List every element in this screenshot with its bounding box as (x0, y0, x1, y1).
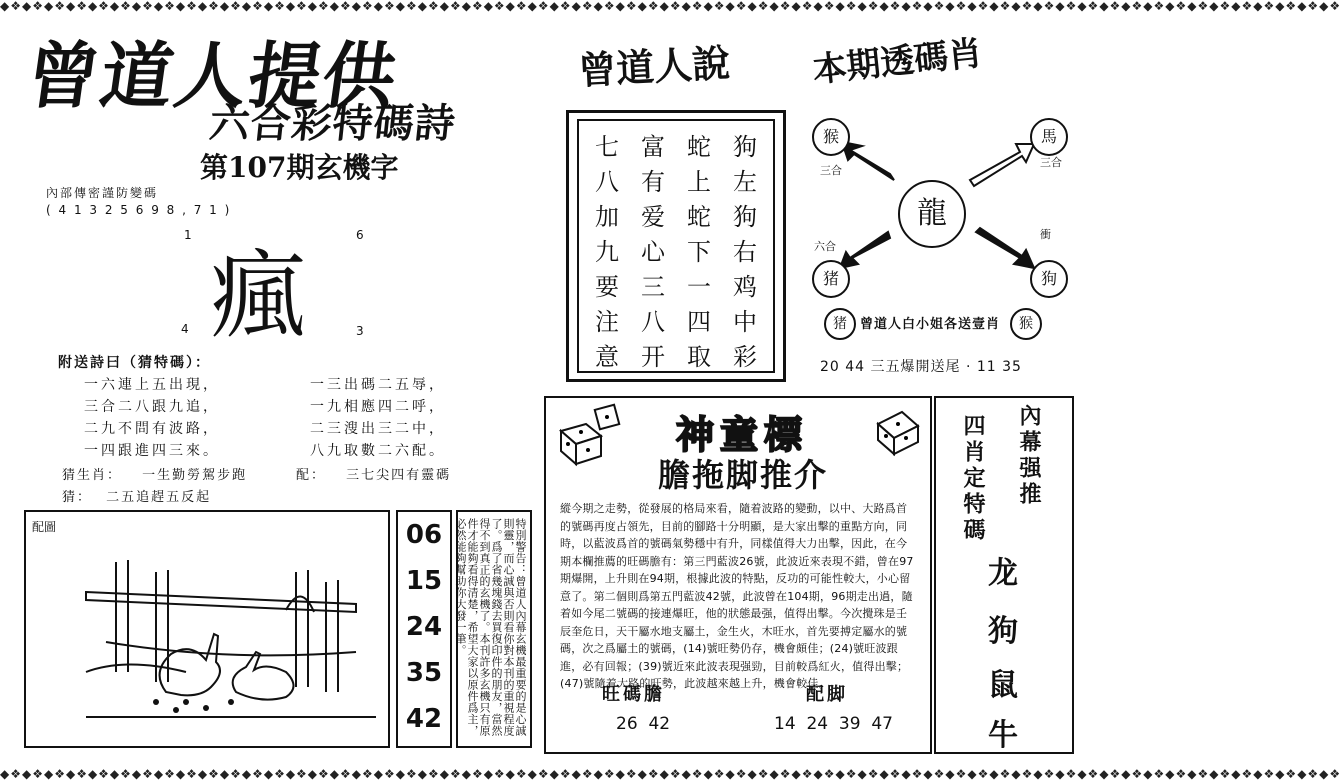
say-grid-cell: 狗 (733, 133, 757, 161)
say-grid-cell: 开 (641, 343, 665, 371)
code-label: 內部傳密謹防變碼 (46, 186, 159, 200)
notice-text: 特別警告：曾道人內幕玄機最重要的是心誠則靈，而心誠與否則看你對本刊的重視程度了。爲了省幾塊錢去買復印件的朋友，當然得不到真正的玄機了。本刊許多玄機只有原件才能夠看得清楚，希望大家以原件爲主，必然能夠幫助你大發一筆。 (454, 518, 527, 737)
footer-monkey-icon: 猴 (1010, 308, 1042, 340)
riddle-number-6: 6 (356, 228, 364, 242)
pig-icon: 猪 (812, 260, 850, 298)
poem-line: 二九不問有波路， (84, 421, 220, 437)
horse-icon: 馬 (1030, 118, 1068, 156)
say-grid-cell: 取 (687, 343, 711, 371)
poem-right-column (310, 374, 446, 462)
guess-zodiac-label: 猜生肖： (62, 468, 123, 483)
poem-line: 一三出碼二五辱， (310, 377, 446, 393)
inside-box (934, 396, 1074, 754)
tuo-numbers: 14 24 39 47 (774, 714, 893, 734)
say-grid-cell: 中 (733, 308, 757, 336)
sanhe-right-label: 三合 (1040, 156, 1062, 169)
guess-extra-row (62, 486, 211, 505)
say-grid-cell: 意 (595, 343, 619, 371)
guess-match-row (296, 464, 451, 483)
say-grid-cell: 四 (687, 308, 711, 336)
riddle-character: 瘋 (210, 240, 306, 352)
say-grid-cell: 心 (641, 238, 665, 266)
dan-label: 旺碼膽 (602, 684, 665, 705)
sanhe-left-label: 三合 (820, 164, 842, 177)
say-grid-cell: 富 (641, 133, 665, 161)
number-item: 24 (405, 612, 443, 642)
notice-box (456, 510, 532, 748)
inside-animal: 狗 (988, 614, 1018, 649)
say-grid-cell: 上 (687, 168, 711, 196)
riddle-number-1: 1 (184, 228, 192, 242)
chong-label: 衝 (1040, 228, 1051, 241)
say-grid-cell: 右 (733, 238, 757, 266)
number-item: 42 (405, 704, 443, 734)
say-grid-cell: 要 (595, 273, 619, 301)
poem-line: 一四跟進四三來。 (84, 443, 220, 459)
subtitle: 六合彩特碼詩 (207, 101, 459, 147)
say-grid-cell: 注 (595, 308, 619, 336)
god-subtitle: 膽拖脚推介 (657, 456, 828, 494)
say-grid (577, 119, 775, 373)
poem-line: 二三溲出三二中， (310, 421, 446, 437)
tuo-label: 配脚 (806, 684, 848, 705)
say-grid-cell: 七 (595, 133, 619, 161)
bottom-line: 20 44 三五爆開送尾 · 11 35 (820, 359, 1022, 375)
numbers-box (396, 510, 452, 748)
picture-box (24, 510, 390, 748)
poem-line: 一九相應四二呼， (310, 399, 446, 415)
poem-line: 一六連上五出現， (84, 377, 220, 393)
code-numbers: ( 4 1 3 2 5 6 9 8 , 7 1 ) (46, 203, 232, 217)
say-grid-cell: 爱 (641, 203, 665, 231)
liuhe-label: 六合 (814, 240, 836, 253)
say-grid-cell: 有 (641, 168, 665, 196)
monkey-icon: 猴 (812, 118, 850, 156)
poem-left-column (84, 374, 220, 462)
dog-icon: 狗 (1030, 260, 1068, 298)
say-grid-cell: 蛇 (687, 133, 711, 161)
number-item: 06 (405, 520, 443, 550)
riddle-number-3: 3 (356, 324, 364, 338)
zodiac-title: 本期透碼肖 (810, 33, 984, 91)
number-item: 15 (405, 566, 443, 596)
say-grid-cell: 八 (595, 168, 619, 196)
footer-text: 曾道人白小姐各送壹肖 (860, 317, 1001, 332)
say-grid-cell: 蛇 (687, 203, 711, 231)
inside-col2: 內幕强推 (1016, 404, 1042, 508)
main-title: 曾道人提供 (21, 34, 404, 118)
guess-match-label: 配： (296, 468, 327, 483)
say-grid-cell: 一 (687, 273, 711, 301)
top-border: ◆❖◆❖◆❖◆❖◆❖◆❖◆❖◆❖◆❖◆❖◆❖◆❖◆❖◆❖◆❖◆❖◆❖◆❖◆❖◆❖◆❖◆❖◆❖◆❖◆❖◆❖◆❖◆❖◆❖◆❖◆❖◆❖◆❖◆❖◆❖◆❖◆❖◆❖◆❖◆❖◆❖◆❖◆❖◆❖◆❖◆❖◆❖◆❖◆❖◆❖◆❖◆❖◆❖◆❖◆❖◆❖◆❖◆❖◆❖◆❖◆❖ (0, 0, 1341, 13)
riddle-number-4: 4 (181, 322, 189, 336)
inside-col1: 四肖定特碼 (960, 414, 986, 544)
say-grid-cell: 八 (641, 308, 665, 336)
footer-pig-icon: 猪 (824, 308, 856, 340)
say-title: 曾道人說 (577, 40, 732, 93)
guess-extra-label: 猜： (62, 490, 93, 505)
inside-animal: 龙 (988, 556, 1018, 591)
say-grid-cell: 鸡 (733, 273, 757, 301)
guess-zodiac-text: 一生勤勞駕步跑 (142, 468, 248, 483)
god-paragraph: 縱今期之走勢，從發展的格局來看，隨着波路的變動，以中、大路爲首的號碼再度占領先，目前的腳路十分明顯，是大家出擊的重點方向，同時，以藍波爲首的號碼氣勢穩中有升，同樣值得大力出擊，因此，在今期本欄推薦的旺碼膽有：第三門藍波26號，此波近來表現不錯，曾在97期爆開，上升則在94期，根據此波的特點，反功的可能性較大，小心留意了。第二個則爲第五門藍波42號，此波曾在104期，96期走出過，隨着如今尾二號碼的接連爆旺，他的狀態最强，值得出擊。今次攪珠是壬辰奎危日，天干屬水地支屬土，金生火，木旺水，首先要搏定屬水的號碼，次之爲屬土的號碼，(14)號旺勢仍存，機會頗佳；(24)號旺波跟進，必有回報；(39)號近來此波表現强勁，目前較爲紅火，值得出擊；(47)號隨着大路的旺勢，此波越來越上升，機會較佳。 (560, 502, 914, 690)
say-grid-cell: 下 (687, 238, 711, 266)
say-box (566, 110, 786, 382)
god-title: 神童標 (675, 413, 808, 457)
say-grid-cell: 狗 (733, 203, 757, 231)
picture-label: 配圖 (32, 520, 57, 534)
dice-small-icon (592, 402, 622, 432)
dice-right-icon (872, 406, 924, 458)
guess-match-text: 三七尖四有靈碼 (346, 468, 452, 483)
say-grid-cell: 三 (641, 273, 665, 301)
poem-line: 三合二八跟九追， (84, 399, 220, 415)
say-grid-cell: 九 (595, 238, 619, 266)
say-grid-cell: 加 (595, 203, 619, 231)
inside-animal: 牛 (988, 718, 1018, 753)
rabbits-fence-illustration (86, 542, 376, 742)
dragon-circle: 龍 (898, 180, 966, 248)
guess-zodiac-row (62, 464, 247, 483)
poem-heading: 附送詩曰（猜特碼）： (58, 355, 211, 371)
say-grid-cell: 左 (733, 168, 757, 196)
number-item: 35 (405, 658, 443, 688)
guess-extra-text: 二五追趕五反起 (106, 490, 212, 505)
poem-line: 八九取數二六配。 (310, 443, 446, 459)
issue-label: 第107期玄機字 (200, 151, 399, 184)
god-box (544, 396, 932, 754)
dan-numbers: 26 42 (616, 714, 671, 734)
say-grid-cell: 彩 (733, 343, 757, 371)
inside-animal: 鼠 (988, 668, 1018, 703)
bottom-border: ◆❖◆❖◆❖◆❖◆❖◆❖◆❖◆❖◆❖◆❖◆❖◆❖◆❖◆❖◆❖◆❖◆❖◆❖◆❖◆❖◆❖◆❖◆❖◆❖◆❖◆❖◆❖◆❖◆❖◆❖◆❖◆❖◆❖◆❖◆❖◆❖◆❖◆❖◆❖◆❖◆❖◆❖◆❖◆❖◆❖◆❖◆❖◆❖◆❖◆❖◆❖◆❖◆❖◆❖◆❖◆❖◆❖◆❖◆❖◆❖◆❖ (0, 767, 1341, 781)
